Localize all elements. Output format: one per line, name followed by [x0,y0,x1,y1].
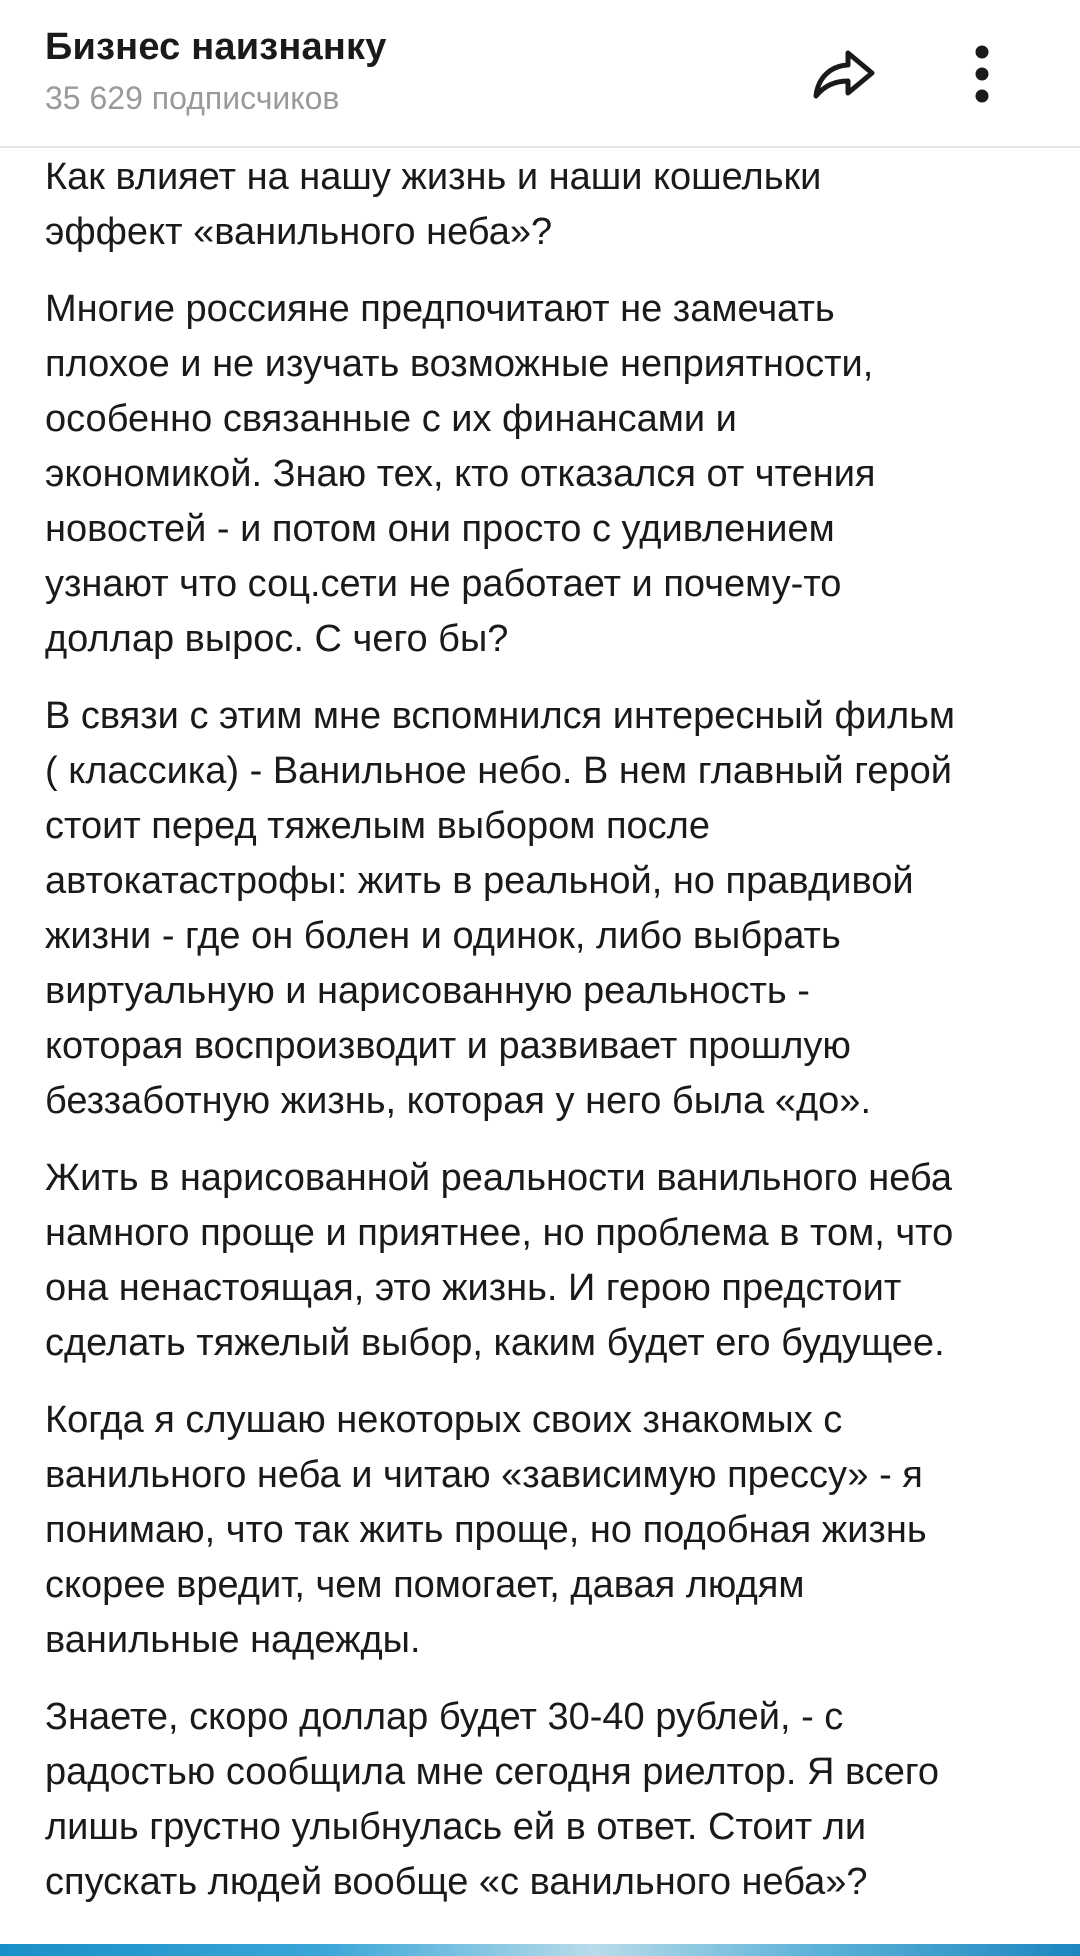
text-line: виртуальную и нарисованную реальность - [45,970,810,1012]
text-line: Как влияет на нашу жизнь и наши кошельки [45,156,822,198]
text-line: узнают что соц.сети не работает и почему-то [45,563,842,605]
more-options-button[interactable] [950,38,1014,110]
article-paragraph [45,282,1045,667]
text-line: экономикой. Знаю тех, кто отказался от чтения [45,453,876,495]
text-line: она ненастоящая, это жизнь. И герою предстоит [45,1267,902,1309]
text-line: лишь грустно улыбнулась ей в ответ. Стоит ли [45,1806,867,1848]
channel-header [0,0,1080,148]
text-line: эффект «ванильного неба»? [45,211,553,253]
text-line: доллар вырос. С чего бы? [45,618,509,660]
article-paragraph [45,1151,1045,1371]
article-paragraph [45,1393,1045,1668]
share-arrow-icon [808,38,880,110]
text-line: Когда я слушаю некоторых своих знакомых с [45,1399,843,1441]
channel-name[interactable]: Бизнес наизнанку [45,26,387,68]
text-line: Жить в нарисованной реальности ванильного неба [45,1157,952,1199]
share-button[interactable] [808,38,880,110]
text-line: В связи с этим мне вспомнился интересный фильм [45,695,956,737]
article-paragraph [45,1690,1045,1910]
text-line: ванильные надежды. [45,1619,421,1661]
text-line: ( классика) - Ванильное небо. В нем главный герой [45,750,952,792]
text-line: ванильного неба и читаю «зависимую прессу» - я [45,1454,923,1496]
text-line: радостью сообщила мне сегодня риелтор. Я всего [45,1751,940,1793]
article-paragraph [45,689,1045,1129]
text-line: скорее вредит, чем помогает, давая людям [45,1564,805,1606]
text-line: особенно связанные с их финансами и [45,398,737,440]
text-line: жизни - где он болен и одинок, либо выбрать [45,915,841,957]
text-line: автокатастрофы: жить в реальной, но правдивой [45,860,914,902]
image-preview-edge [0,1944,1080,1956]
text-line: которая воспроизводит и развивает прошлую [45,1025,851,1067]
article-paragraph [45,150,1045,260]
text-line: понимаю, что так жить проще, но подобная жизнь [45,1509,927,1551]
vertical-dots-icon [950,38,1014,110]
text-line: новостей - и потом они просто с удивлением [45,508,835,550]
text-line: спускать людей вообще «с ванильного неба»? [45,1861,868,1903]
text-line: Многие россияне предпочитают не замечать [45,288,835,330]
subscriber-count: 35 629 подписчиков [45,80,340,116]
text-line: сделать тяжелый выбор, каким будет его будущее. [45,1322,945,1364]
text-line: Знаете, скоро доллар будет 30-40 рублей, - с [45,1696,844,1738]
article-body [45,150,1045,1932]
text-line: намного проще и приятнее, но проблема в том, что [45,1212,954,1254]
text-line: стоит перед тяжелым выбором после [45,805,710,847]
text-line: беззаботную жизнь, которая у него была «до». [45,1080,871,1122]
text-line: плохое и не изучать возможные неприятности, [45,343,874,385]
